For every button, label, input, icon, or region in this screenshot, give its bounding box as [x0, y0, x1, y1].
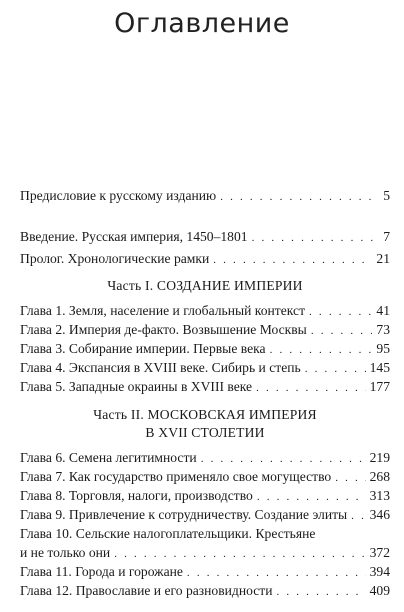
toc-entry-chapter-6[interactable]	[20, 448, 390, 467]
toc-entry-introduction[interactable]	[20, 227, 390, 246]
toc-entry-page: 409	[369, 583, 390, 598]
toc-entry-page: 394	[369, 564, 390, 579]
table-of-contents	[20, 186, 390, 600]
dot-leader	[305, 360, 366, 379]
toc-entry-chapter-5[interactable]	[20, 377, 390, 396]
toc-entry-label: Введение. Русская империя, 1450–1801	[20, 229, 248, 244]
toc-entry-chapter-7[interactable]	[20, 467, 390, 486]
toc-entry-page: 372	[369, 545, 390, 560]
dot-leader	[220, 188, 379, 207]
toc-entry-chapter-8[interactable]	[20, 486, 390, 505]
dot-leader	[276, 583, 365, 602]
toc-entry-page: 219	[369, 450, 390, 465]
dot-leader	[351, 507, 365, 526]
toc-entry-preface[interactable]	[20, 186, 390, 205]
toc-entry-label: Глава 9. Привлечение к сотрудничеству. Создание элиты	[20, 507, 348, 522]
toc-entry-prologue[interactable]	[20, 249, 390, 268]
toc-entry-chapter-2[interactable]	[20, 320, 390, 339]
toc-entry-page: 21	[376, 251, 390, 266]
toc-entry-page: 346	[369, 507, 390, 522]
toc-entry-label: Глава 12. Православие и его разновидности	[20, 583, 273, 598]
dot-leader	[309, 303, 372, 322]
toc-entry-label: Глава 4. Экспансия в XVIII веке. Сибирь и степь	[20, 360, 301, 375]
toc-entry-chapter-9[interactable]	[20, 505, 390, 524]
part-heading	[20, 277, 390, 295]
dot-leader	[335, 469, 365, 488]
toc-entry-label: Глава 11. Города и горожане	[20, 564, 183, 579]
toc-entry-page: 7	[383, 229, 390, 244]
toc-entry-page: 41	[376, 303, 390, 318]
toc-entry-label: Глава 8. Торговля, налоги, производство	[20, 488, 253, 503]
dot-leader	[213, 251, 372, 270]
toc-entry-label: Глава 5. Западные окраины в XVIII веке	[20, 379, 253, 394]
part-heading-line: В XVII СТОЛЕТИИ	[145, 425, 265, 440]
part-heading-line: Часть I. СОЗДАНИЕ ИМПЕРИИ	[107, 278, 303, 293]
toc-entry-page: 95	[376, 341, 390, 356]
part-heading	[20, 406, 390, 442]
toc-entry-page: 313	[369, 488, 390, 503]
toc-entry-label: Предисловие к русскому изданию	[20, 188, 217, 203]
toc-entry-page: 5	[383, 188, 390, 203]
part-heading-line: Часть II. МОСКОВСКАЯ ИМПЕРИЯ	[93, 407, 317, 422]
toc-entry-page: 268	[369, 469, 390, 484]
toc-entry-label: Глава 1. Земля, население и глобальный контекст	[20, 303, 306, 318]
toc-entry-label: Глава 10. Сельские налогоплательщики. Крестьяне	[20, 526, 316, 541]
toc-entry-page: 145	[369, 360, 390, 375]
toc-entry-label: Глава 6. Семена легитимности	[20, 450, 197, 465]
toc-entry-label: Глава 2. Империя де-факто. Возвышение Москвы	[20, 322, 307, 337]
page-title: Оглавление	[114, 8, 290, 39]
toc-entry-chapter-3[interactable]	[20, 339, 390, 358]
dot-leader	[256, 379, 366, 398]
dot-leader	[252, 229, 380, 248]
toc-entry-chapter-10[interactable]	[20, 524, 390, 562]
toc-entry-label: Глава 7. Как государство применяло свое могущество	[20, 469, 332, 484]
toc-entry-label: Пролог. Хронологические рамки	[20, 251, 210, 266]
toc-entry-label: Глава 3. Собирание империи. Первые века	[20, 341, 266, 356]
dot-leader	[311, 322, 373, 341]
toc-entry-label-continued: и не только они	[20, 545, 111, 560]
toc-entry-chapter-1[interactable]	[20, 301, 390, 320]
toc-entry-page: 177	[369, 379, 390, 394]
toc-entry-chapter-11[interactable]	[20, 562, 390, 581]
toc-entry-chapter-4[interactable]	[20, 358, 390, 377]
toc-entry-page: 73	[376, 322, 390, 337]
toc-entry-chapter-12[interactable]	[20, 581, 390, 600]
